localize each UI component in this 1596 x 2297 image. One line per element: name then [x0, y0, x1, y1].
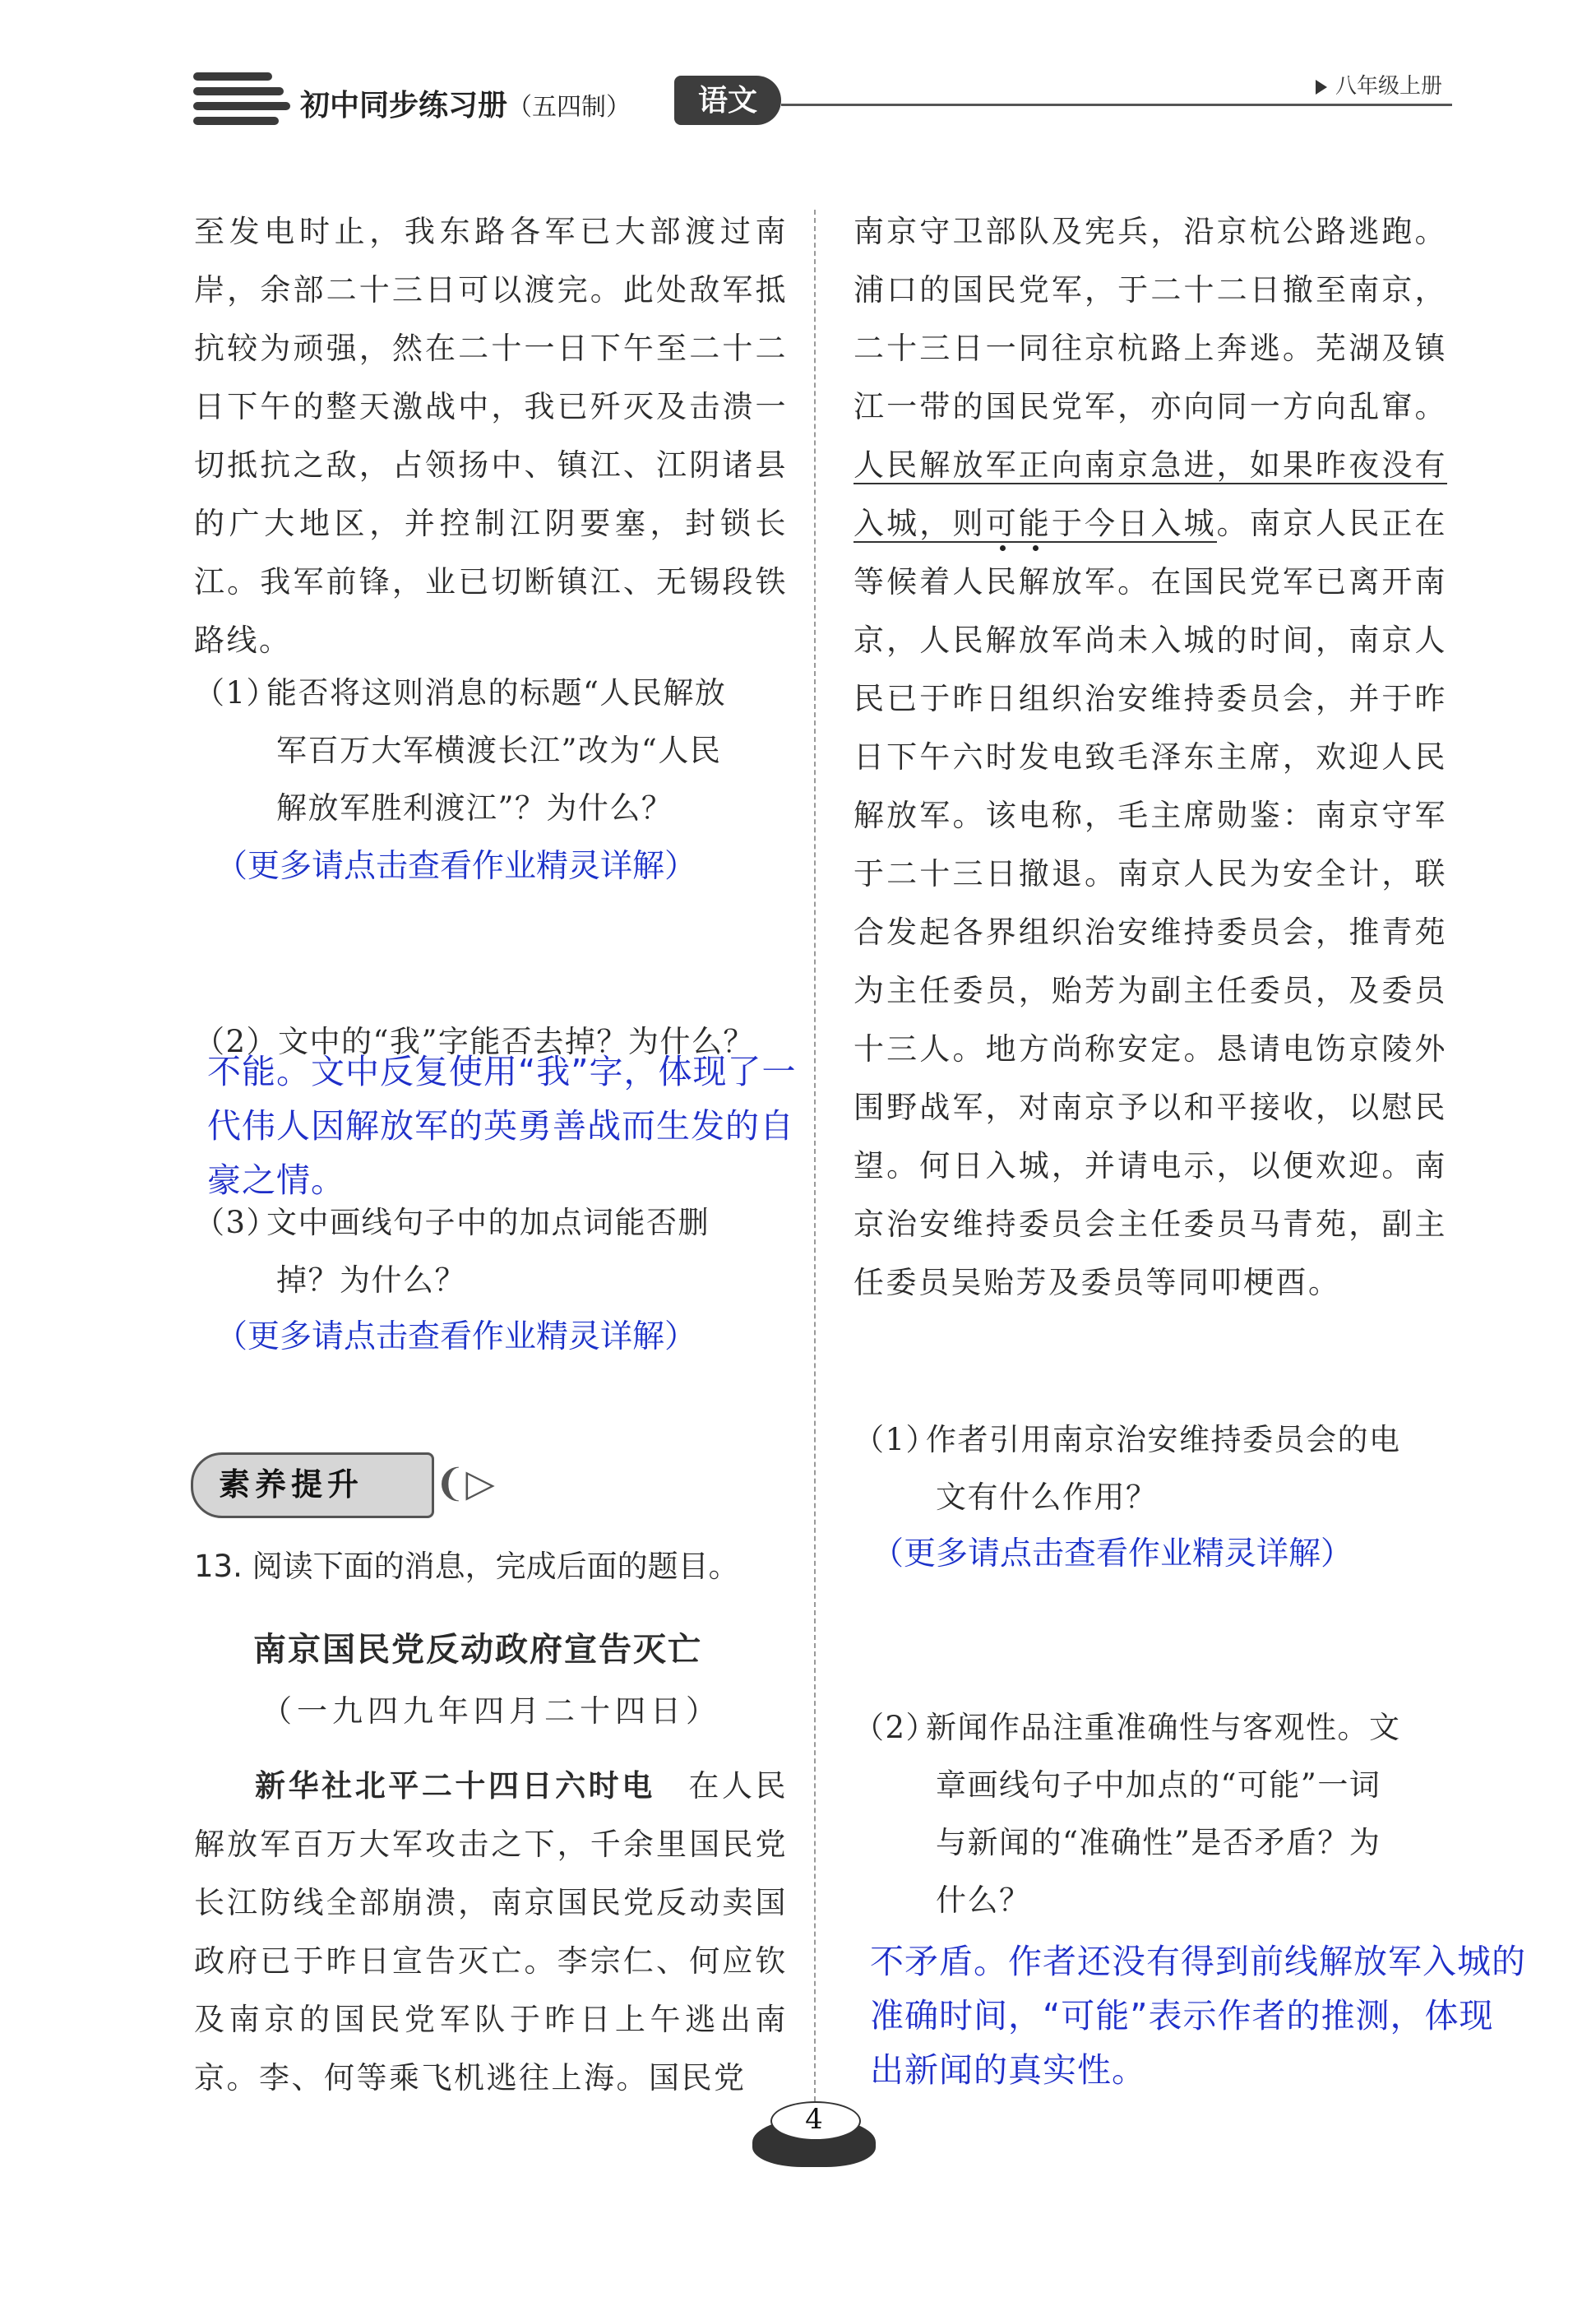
question-1: （1）能否将这则消息的标题“人民解放 军百万大军横渡长江”改为“人民 解放军胜利渡江”？为什么？: [194, 675, 727, 826]
edition-label: （五四制）: [507, 93, 631, 122]
right-question-1: （1）作者引用南京治安维持委员会的电 文有什么作用？: [854, 1422, 1401, 1515]
answer-q2: 不能。文中反复使用“我”字，体现了一代伟人因解放军的英勇善战而生发的自豪之情。: [207, 1052, 797, 1200]
detail-link-right-q1[interactable]: （更多请点击查看作业精灵详解）: [872, 1535, 1353, 1572]
underlined-sentence: 人民解放军正向南京急进，如果昨夜没有入城，则可能于今日入城: [854, 447, 1447, 541]
right-passage: 南京守卫部队及宪兵，沿京杭公路逃跑。浦口的国民党军，于二十二日撤至南京，二十三日一同往京杭路上奔逃。芜湖及镇江一带的国民党军，亦向同一方向乱窜。人民解放军正向南京急进，如果昨夜没有入城，则可能于今日入城。南京人民正在等候着人民解放军。在国民党军已离开南京，人民解放军尚未入城的时间，南京人民已于昨日组织治安维持委员会，并于昨日下午六时发电致毛泽东主席，欢迎人民解放军。该电称，毛主席勋鉴：南京守军于二十三日撤退。南京人民为安全计，联合发起各界组织治安维持委员会，推青苑为主任委员，贻芳为副主任委员，及委员十三人。地方尚称安定。恳请电饬京陵外围野战军，对南京予以和平接收，以慰民望。何日入城，并请电示，以便欢迎。南京治安维持委员会主任委员马青苑，副主任委员吴贻芳及委员等同叩梗酉。: [854, 214, 1448, 1300]
header-rule: [781, 104, 1452, 106]
page-number: 4: [805, 2103, 823, 2136]
book-logo-icon: [193, 66, 292, 132]
subject-badge: 语文: [674, 76, 781, 125]
question-2: （2）文中的“我”字能否去掉？为什么？: [194, 1024, 755, 1059]
section-badge-label: 素养提升: [219, 1466, 364, 1503]
play-arrow-icon: ❨▷: [434, 1461, 495, 1505]
question-3: （3）文中画线句子中的加点词能否删 掉？为什么？: [194, 1205, 710, 1298]
news-title: 南京国民党反动政府宣告灭亡: [253, 1631, 702, 1669]
detail-link-q1[interactable]: （更多请点击查看作业精灵详解）: [215, 848, 697, 885]
page-number-badge: [752, 2101, 876, 2192]
detail-link-q3[interactable]: （更多请点击查看作业精灵详解）: [215, 1318, 697, 1355]
triangle-right-icon: [1316, 80, 1327, 95]
task-prompt: 13. 阅读下面的消息，完成后面的题目。: [194, 1549, 739, 1584]
news-lead: 新华社北平二十四日六时电: [255, 1768, 655, 1804]
book-title: 初中同步练习册（五四制）: [300, 88, 631, 123]
right-question-2: （2）新闻作品注重准确性与客观性。文 章画线句子中加点的“可能”一词 与新闻的“准确性”是否矛盾？为 什么？: [854, 1710, 1401, 1918]
dotted-char-2: 能: [1018, 506, 1052, 541]
answer-right-q2: 不矛盾。作者还没有得到前线解放军入城的准确时间，“可能”表示作者的推测，体现出新闻的真实性。: [870, 1942, 1526, 2090]
column-divider: [814, 210, 816, 2101]
left-passage: 至发电时止，我东路各军已大部渡过南岸，余部二十三日可以渡完。此处敌军抵抗较为顽强，然在二十一日下午至二十二日下午的整天激战中，我已歼灭及击溃一切抵抗之敌，占领扬中、镇江、江阴诸县的广大地区，并控制江阴要塞，封锁长江。我军前锋，业已切断镇江、无锡段铁路线。: [194, 214, 788, 658]
news-body-left: 新华社北平二十四日六时电 在人民解放军百万大军攻击之下，千余里国民党长江防线全部崩溃，南京国民党反动卖国政府已于昨日宣告灭亡。李宗仁、何应钦及南京的国民党军队于昨日上午逃出南京。李、何等乘飞机逃往上海。国民党: [194, 1768, 789, 2096]
section-badge: [191, 1449, 495, 1520]
dotted-char-1: 可: [985, 506, 1019, 541]
news-date: （一九四九年四月二十四日）: [261, 1693, 721, 1729]
grade-label: 八年级上册: [1316, 69, 1442, 100]
